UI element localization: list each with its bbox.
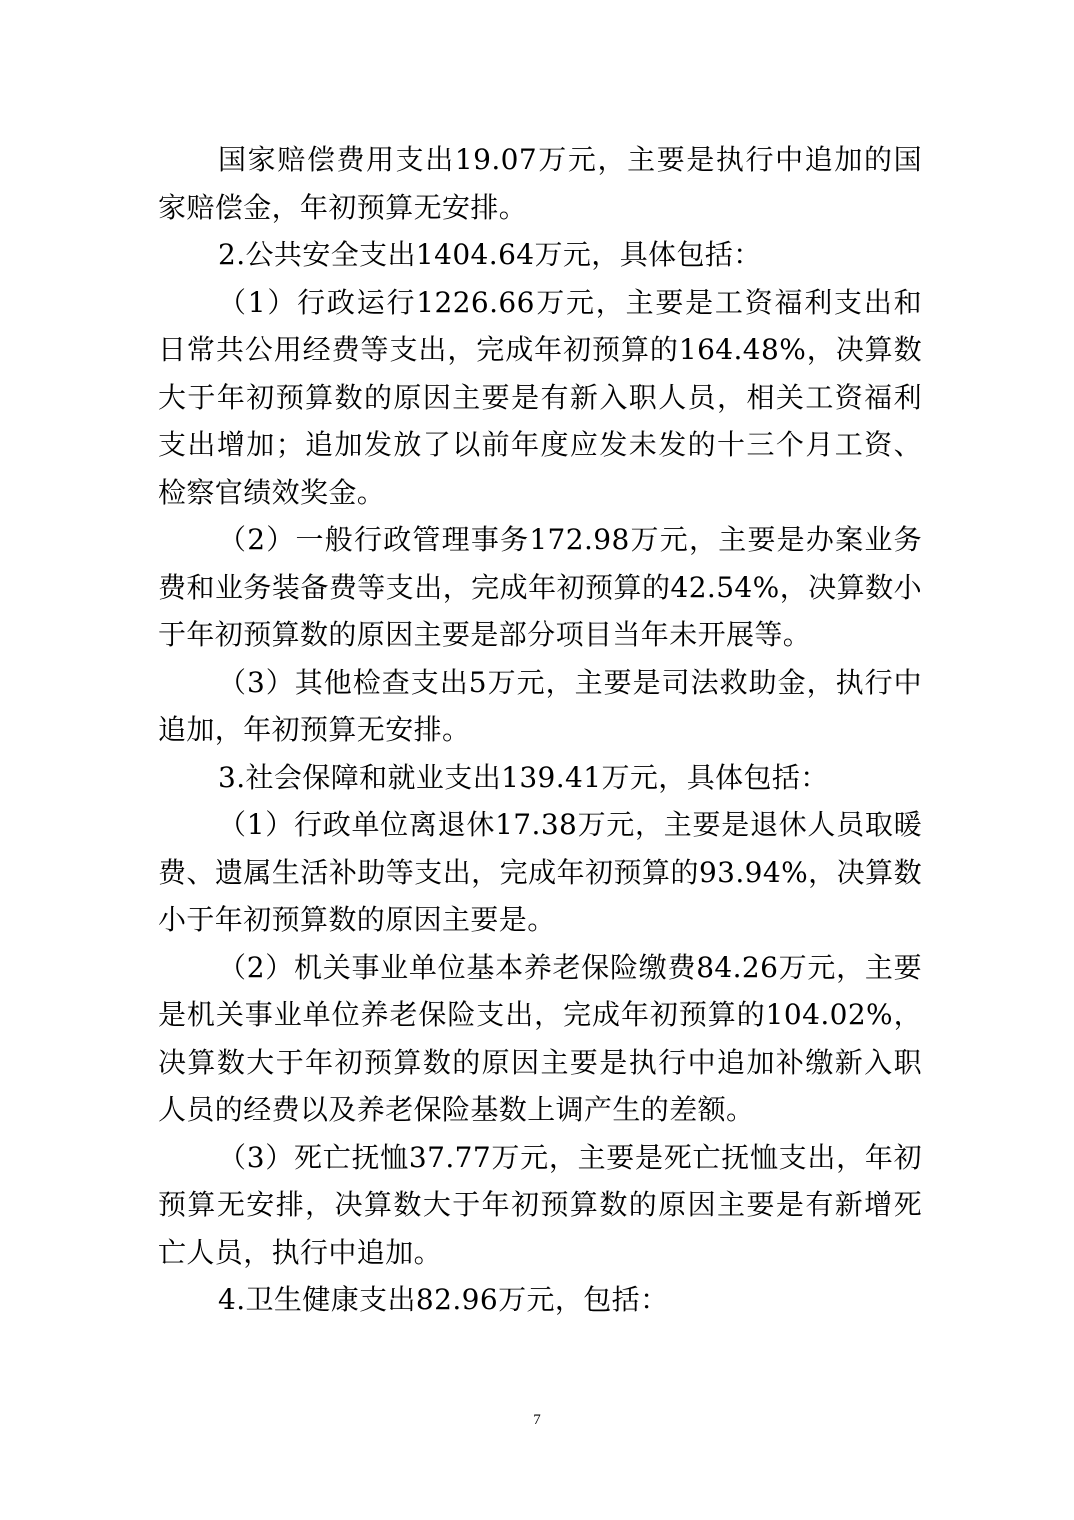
- paragraph-state-compensation: 国家赔偿费用支出19.07万元，主要是执行中追加的国家赔偿金，年初预算无安排。: [158, 143, 922, 224]
- paragraph-general-admin-affairs: （2）一般行政管理事务172.98万元，主要是办案业务费和业务装备费等支出，完成年初预算的42.54%，决算数小于年初预算数的原因主要是部分项目当年未开展等。: [158, 523, 922, 651]
- paragraph-other-inspection: （3）其他检查支出5万元，主要是司法救助金，执行中追加，年初预算无安排。: [158, 665, 922, 746]
- paragraph-pension-insurance: （2）机关事业单位基本养老保险缴费84.26万元，主要是机关事业单位养老保险支出，完成年初预算的104.02%，决算数大于年初预算数的原因主要是执行中追加补缴新入职人员的经费以及养老保险基数上调产生的差额。: [158, 950, 922, 1126]
- page-number: 7: [533, 1412, 541, 1428]
- paragraph-death-pension: （3）死亡抚恤37.77万元，主要是死亡抚恤支出，年初预算无安排，决算数大于年初预算数的原因主要是有新增死亡人员，执行中追加。: [158, 1140, 922, 1269]
- heading-public-security: 2.公共安全支出1404.64万元，具体包括：: [218, 238, 762, 271]
- body-text: [158, 136, 922, 1324]
- paragraph-retirement: （1）行政单位离退休17.38万元，主要是退休人员取暖费、遗属生活补助等支出，完成年初预算的93.94%，决算数小于年初预算数的原因主要是。: [158, 808, 922, 936]
- heading-social-security: 3.社会保障和就业支出139.41万元，具体包括：: [218, 760, 829, 794]
- paragraph-admin-operation: （1）行政运行1226.66万元，主要是工资福利支出和日常共公用经费等支出，完成年初预算的164.48%，决算数大于年初预算数的原因主要是有新入职人员，相关工资福利支出增加；追加发放了以前年度应发未发的十三个月工资、检察官绩效奖金。: [158, 285, 922, 509]
- heading-health: 4.卫生健康支出82.96万元，包括：: [218, 1283, 669, 1316]
